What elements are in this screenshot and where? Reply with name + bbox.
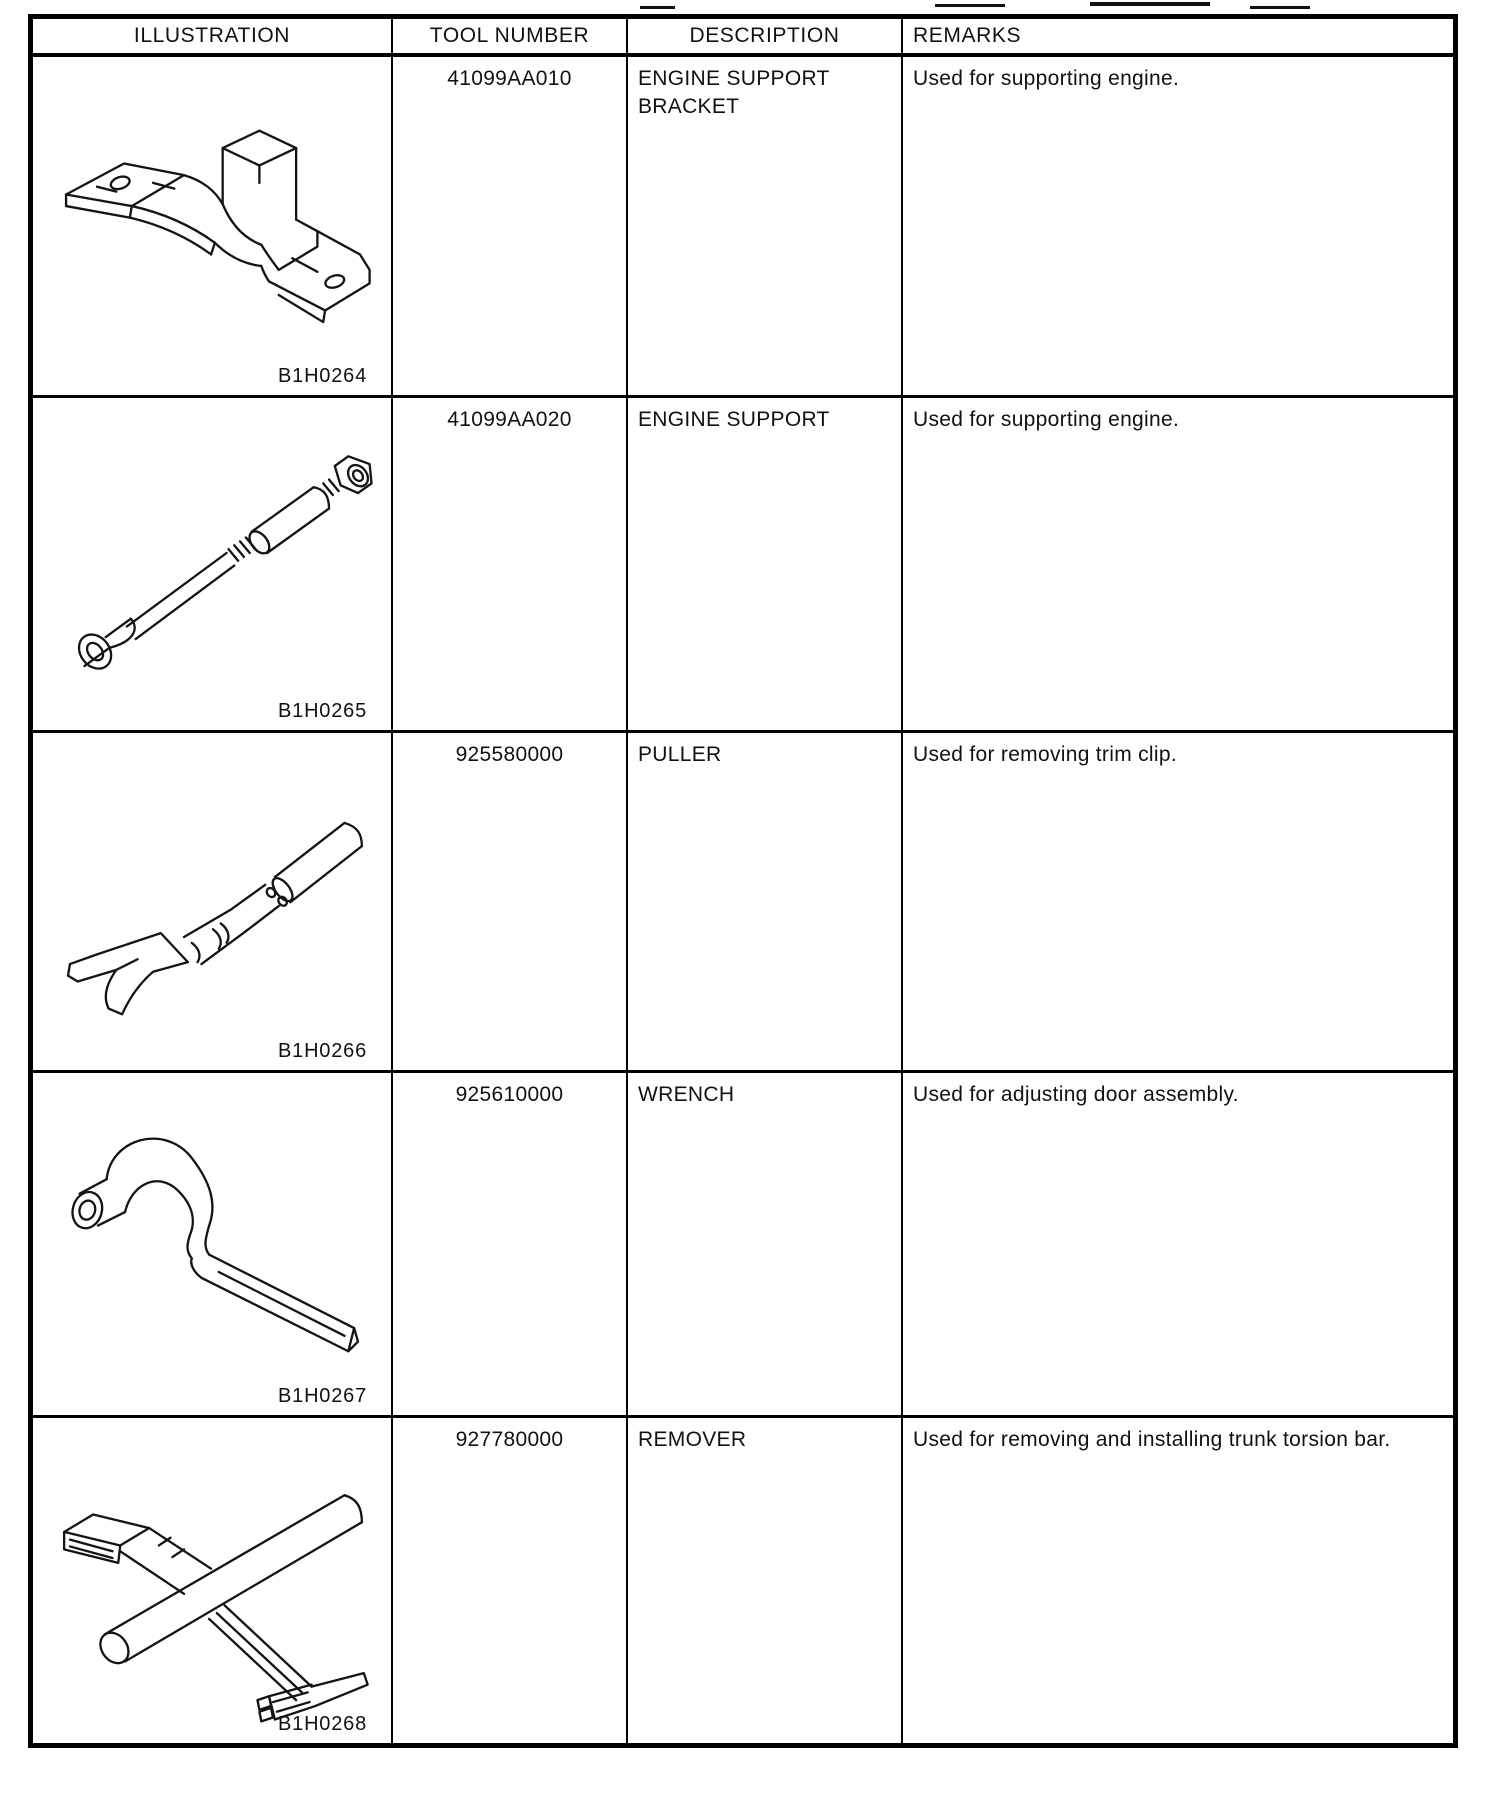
wrench-illustration — [38, 1098, 388, 1388]
tool-number-cell: 41099AA020 — [393, 398, 628, 733]
remarks-cell: Used for supporting engine. — [903, 398, 1453, 733]
engine-support-illustration — [38, 408, 388, 698]
illustration-cell — [33, 733, 393, 1073]
remarks-cell: Used for supporting engine. — [903, 57, 1453, 398]
description-cell: REMOVER — [628, 1418, 903, 1743]
tool-number-cell: 927780000 — [393, 1418, 628, 1743]
remarks-cell: Used for removing trim clip. — [903, 733, 1453, 1073]
illustration-cell — [33, 1418, 393, 1743]
tool-number-cell: 925610000 — [393, 1073, 628, 1418]
header-remarks: REMARKS — [903, 19, 1453, 57]
figure-label: B1H0264 — [278, 365, 367, 387]
scan-artifact — [1250, 6, 1310, 9]
scan-artifact — [1090, 2, 1210, 6]
description-cell: ENGINE SUPPORT — [628, 398, 903, 733]
illustration-cell — [33, 57, 393, 398]
description-cell: WRENCH — [628, 1073, 903, 1418]
illustration-cell — [33, 398, 393, 733]
illustration-cell — [33, 1073, 393, 1418]
header-tool-number: TOOL NUMBER — [393, 19, 628, 57]
remover-illustration — [38, 1443, 388, 1733]
scan-artifact — [935, 4, 1005, 7]
description-cell: PULLER — [628, 733, 903, 1073]
tool-number-cell: 925580000 — [393, 733, 628, 1073]
figure-label: B1H0266 — [278, 1040, 367, 1062]
special-tools-table — [28, 14, 1458, 1748]
engine-support-bracket-illustration — [38, 92, 388, 382]
figure-label: B1H0267 — [278, 1385, 367, 1407]
remarks-cell: Used for removing and installing trunk torsion bar. — [913, 1428, 1391, 1451]
tool-number-cell: 41099AA010 — [393, 57, 628, 398]
header-illustration: ILLUSTRATION — [33, 19, 393, 57]
figure-label: B1H0265 — [278, 700, 367, 722]
remarks-cell: Used for adjusting door assembly. — [903, 1073, 1453, 1418]
scan-artifact — [640, 6, 675, 9]
puller-illustration — [38, 763, 388, 1053]
header-description: DESCRIPTION — [628, 19, 903, 57]
description-cell: ENGINE SUPPORT BRACKET — [628, 57, 903, 398]
figure-label: B1H0268 — [278, 1713, 367, 1735]
